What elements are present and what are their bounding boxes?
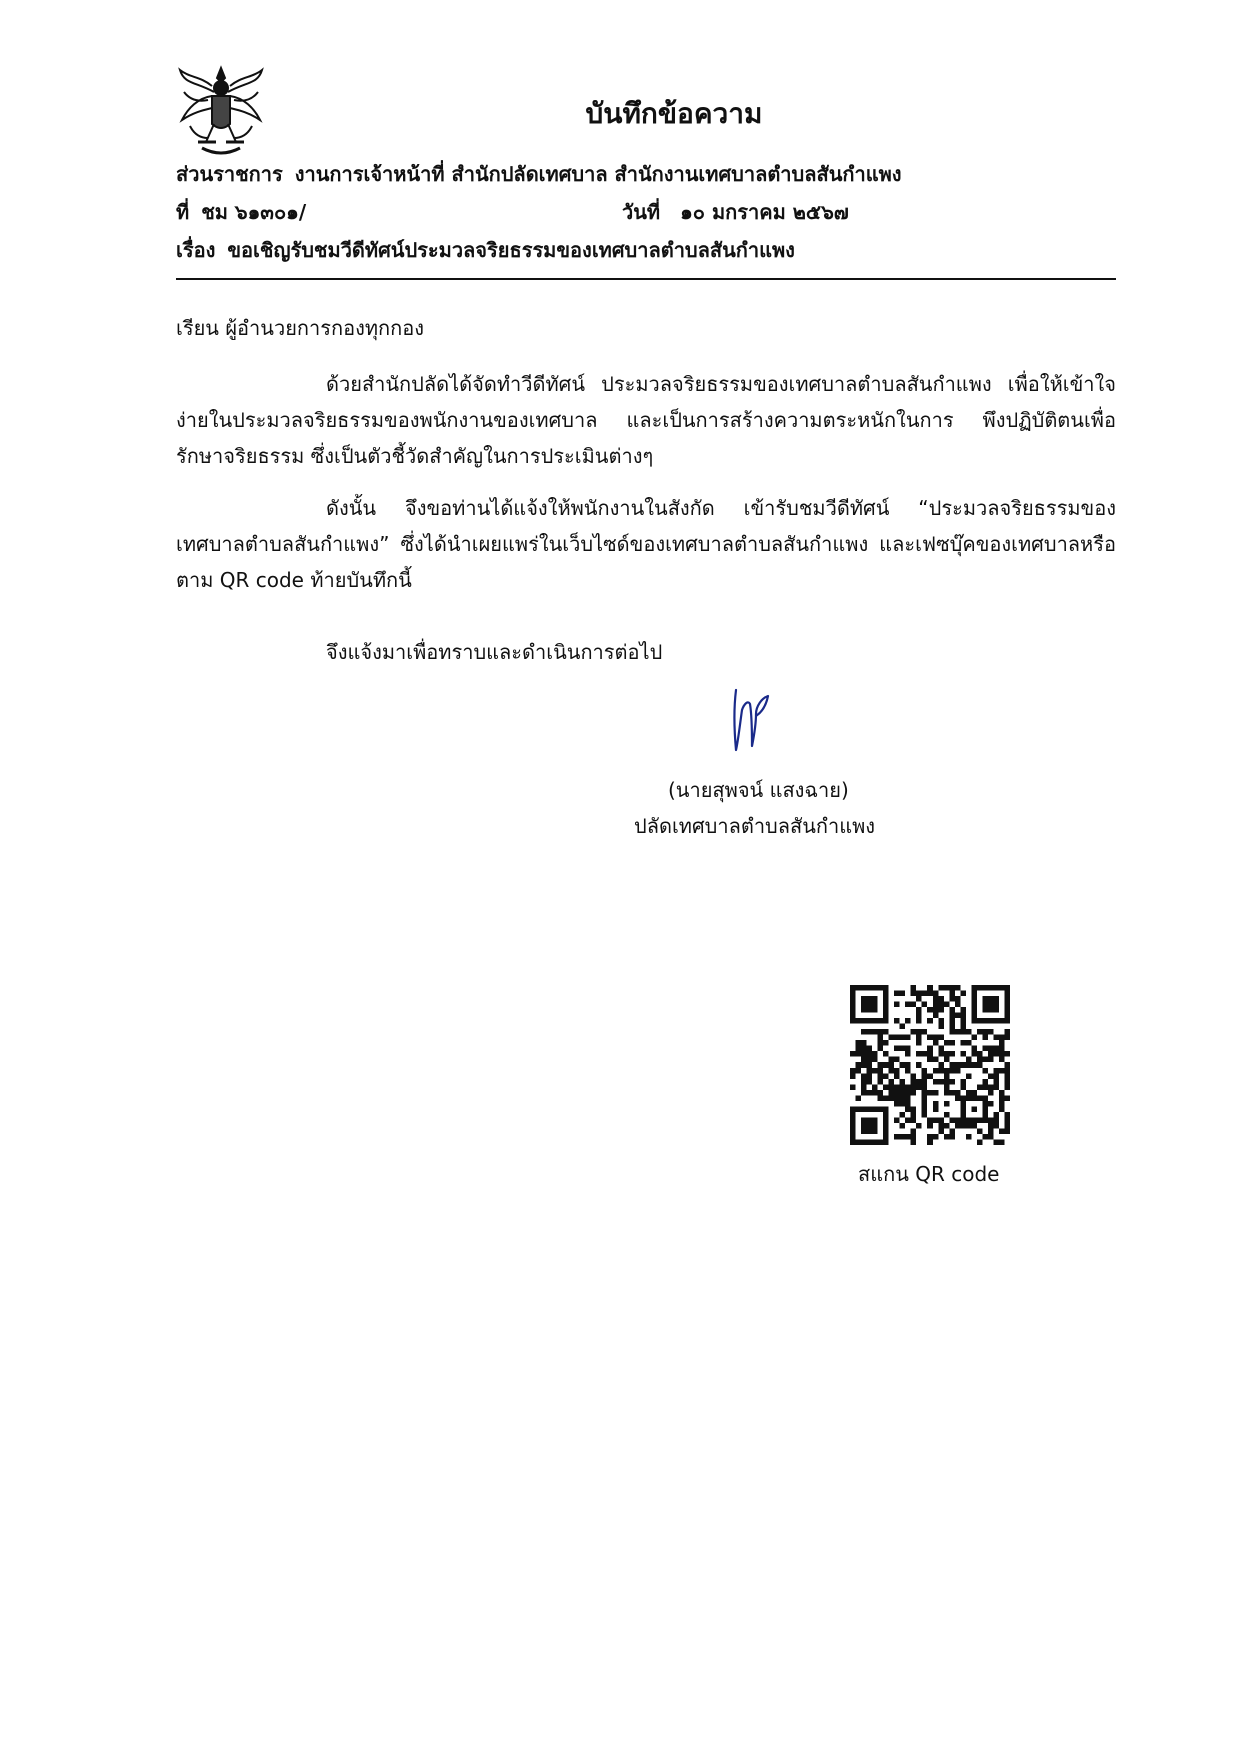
subject-label: เรื่อง (176, 238, 216, 262)
closing-line: จึงแจ้งมาเพื่อทราบและดำเนินการต่อไป (326, 640, 663, 664)
qr-code[interactable] (850, 985, 1010, 1145)
date-row (622, 196, 849, 228)
date-value: ๑๐ มกราคม ๒๕๖๗ (680, 200, 849, 224)
signer-position: ปลัดเทศบาลตำบลสันกำแพง (634, 814, 876, 838)
body-paragraph-2 (176, 490, 1116, 598)
qr-caption: สแกน QR code (858, 1162, 1000, 1186)
department-value: งานการเจ้าหน้าที่ สำนักปลัดเทศบาล สำนักงานเทศบาลตำบลสันกำแพง (294, 162, 902, 186)
handwritten-signature (722, 676, 782, 776)
signer-name: (นายสุพจน์ แสงฉาย) (668, 778, 849, 802)
department-row (176, 158, 902, 190)
header-divider (176, 278, 1116, 280)
paragraph-1-text: ด้วยสำนักปลัดได้จัดทำวีดีทัศน์ ประมวลจริยธรรมของเทศบาลตำบลสันกำแพง เพื่อให้เข้าใจง่ายในประมวลจริยธรรมของพนักงานของเทศบาล และเป็นการสร้างความตระหนักในการ พึงปฏิบัติตนเพื่อรักษาจริยธรรม ซึ่งเป็นตัวชี้วัดสำคัญในการประเมินต่างๆ (176, 372, 1116, 468)
subject-row (176, 234, 795, 266)
salutation: เรียน ผู้อำนวยการกองทุกกอง (176, 316, 425, 340)
body-paragraph-1 (176, 366, 1116, 474)
reference-row (176, 196, 306, 228)
date-label: วันที่ (622, 200, 661, 224)
ref-value: ชม ๖๑๓๐๑/ (201, 200, 307, 224)
department-label: ส่วนราชการ (176, 162, 283, 186)
ref-label: ที่ (176, 200, 190, 224)
paragraph-2-text: ดังนั้น จึงขอท่านได้แจ้งให้พนักงานในสังกัด เข้ารับชมวีดีทัศน์ “ประมวลจริยธรรมของเทศบาลตำบลสันกำแพง” ซึ่งได้นำเผยแพร่ในเว็บไซด์ของเทศบาลตำบลสันกำแพง และเฟซบุ๊คของเทศบาลหรือตาม QR code ท้ายบันทึกนี้ (176, 496, 1116, 592)
memo-title: บันทึกข้อความ (585, 97, 763, 130)
subject-value: ขอเชิญรับชมวีดีทัศน์ประมวลจริยธรรมของเทศบาลตำบลสันกำแพง (227, 238, 795, 262)
